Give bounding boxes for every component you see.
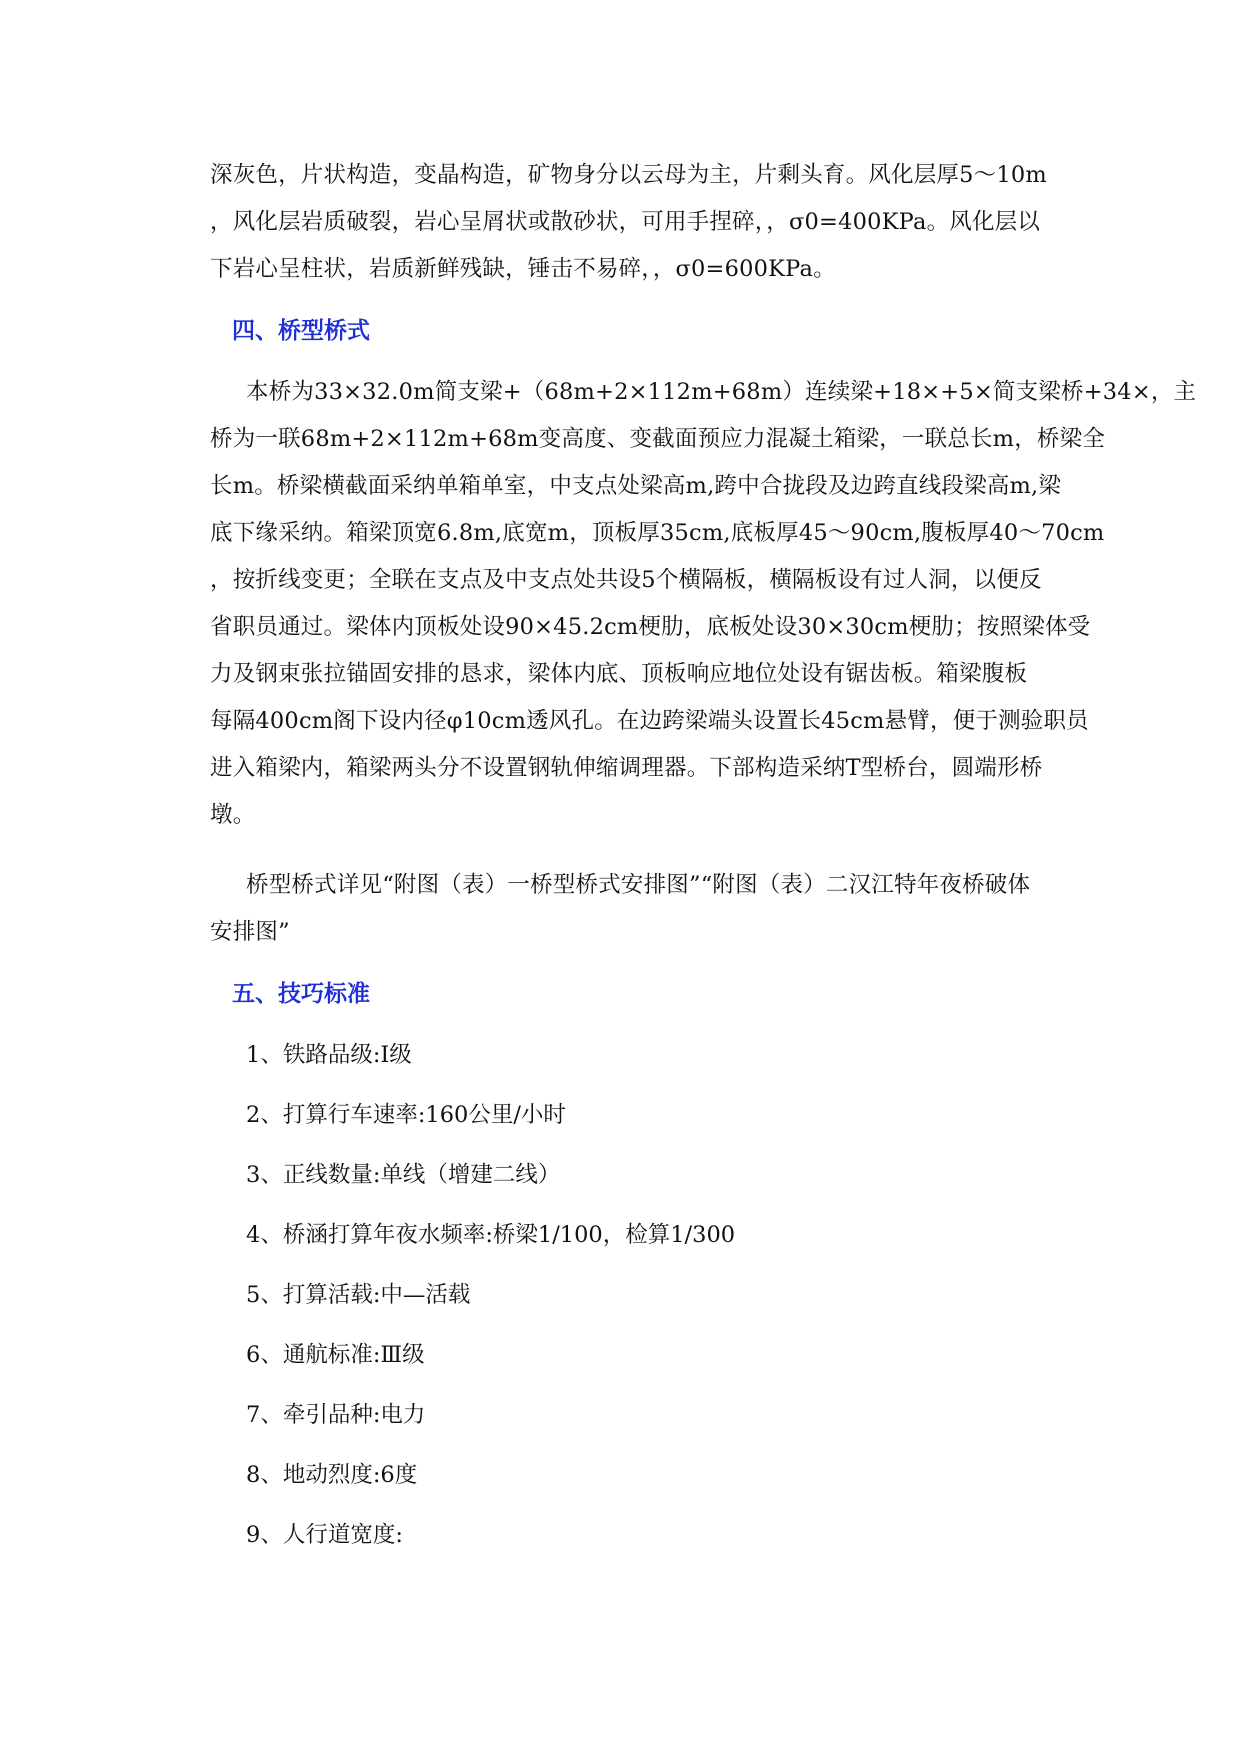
standard-item: 7、牵引品种:电力 [246,1402,426,1428]
paragraph-line: 桥为一联68m+2×112m+68m变高度、变截面预应力混凝土箱梁，一联总长m，桥梁全 [210,426,1106,452]
paragraph-line: 桥型桥式详见“附图（表）一桥型桥式安排图”“附图（表）二汉江特年夜桥破体 [246,872,1031,898]
paragraph-line: 每隔400cm阁下设内径φ10cm透风孔。在边跨梁端头设置长45cm悬臂，便于测验职员 [210,708,1089,734]
paragraph-line: 墩。 [210,802,256,828]
standard-item: 8、地动烈度:6度 [246,1462,418,1488]
standard-item: 4、桥涵打算年夜水频率:桥梁1/100，检算1/300 [246,1222,736,1248]
standard-item: 1、铁路品级:Ⅰ级 [246,1042,412,1068]
paragraph-line: 进入箱梁内，箱梁两头分不设置钢轨伸缩调理器。下部构造采纳T型桥台，圆端形桥 [210,755,1043,781]
paragraph-line: 深灰色，片状构造，变晶构造，矿物身分以云母为主，片剩头育。风化层厚5～10m [210,162,1047,188]
standard-item: 2、打算行车速率:160公里/小时 [246,1102,566,1128]
standard-item: 3、正线数量:单线（增建二线） [246,1162,561,1188]
paragraph-line: 安排图” [210,919,290,945]
section-heading: 四、桥型桥式 [232,318,370,344]
paragraph-line: 下岩心呈柱状，岩质新鲜残缺，锤击不易碎，，σ0=600KPa。 [210,256,836,282]
standard-item: 9、人行道宽度: [246,1522,403,1548]
paragraph-line: 本桥为33×32.0m简支梁+（68m+2×112m+68m）连续梁+18×+5×简支梁桥+34×，主 [246,379,1197,405]
paragraph-line: 长m。桥梁横截面采纳单箱单室，中支点处梁高m,跨中合拢段及边跨直线段梁高m,梁 [210,473,1062,499]
paragraph-line: 力及钢束张拉锚固安排的恳求，梁体内底、顶板响应地位处设有锯齿板。箱梁腹板 [210,661,1028,687]
paragraph-line: ，按折线变更；全联在支点及中支点处共设5个横隔板，横隔板设有过人洞，以便反 [210,567,1042,593]
paragraph-line: 底下缘采纳。箱梁顶宽6.8m,底宽m，顶板厚35cm,底板厚45～90cm,腹板厚40～70cm [210,520,1105,546]
standard-item: 5、打算活载:中—活载 [246,1282,471,1308]
paragraph-line: ，风化层岩质破裂，岩心呈屑状或散砂状，可用手捏碎，，σ0=400KPa。风化层以 [210,209,1041,235]
section-heading: 五、技巧标准 [232,981,370,1007]
standard-item: 6、通航标准:Ⅲ级 [246,1342,425,1368]
paragraph-line: 省职员通过。梁体内顶板处设90×45.2cm梗肋，底板处设30×30cm梗肋；按照梁体受 [210,614,1091,640]
